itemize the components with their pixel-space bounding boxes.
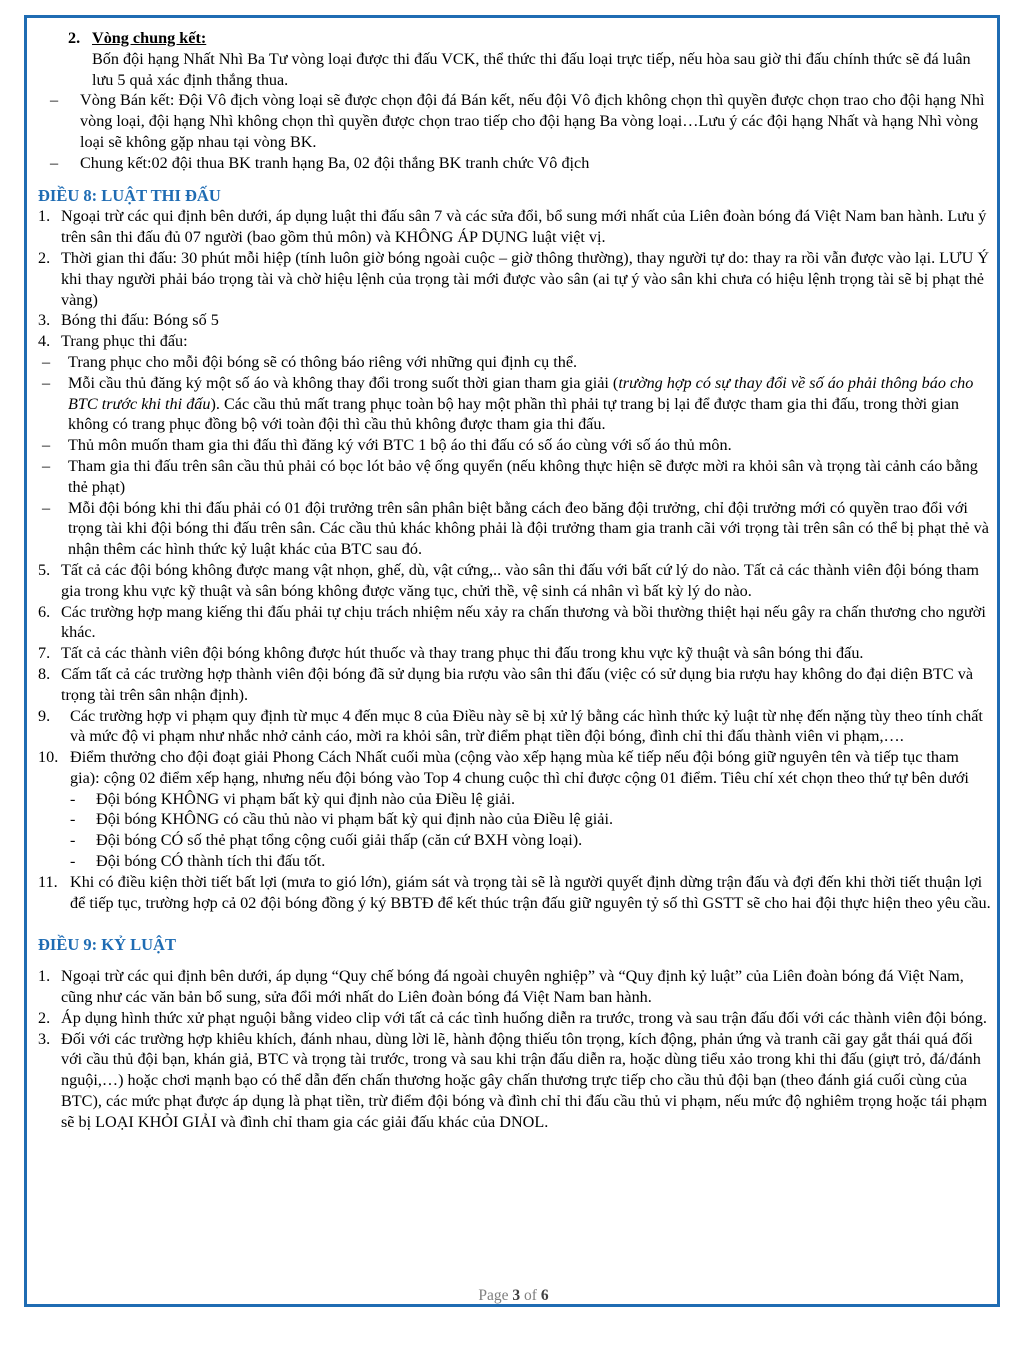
uniform-rule-c: Thủ môn muốn tham gia thi đấu thì đăng ký với BTC 1 bộ áo thi đấu có số áo cùng với số áo thủ môn.	[68, 436, 732, 455]
list-item: - Đội bóng KHÔNG vi phạm bất kỳ qui định nào của Điều lệ giải.	[70, 789, 992, 810]
criteria-2: Đội bóng KHÔNG có cầu thủ nào vi phạm bất kỳ qui định nào của Điều lệ giải.	[96, 810, 613, 829]
article-8-heading: ĐIỀU 8: LUẬT THI ĐẤU	[38, 185, 221, 205]
criteria-3: Đội bóng CÓ số thẻ phạt tổng cộng cuối giải thấp (căn cứ BXH vòng loại).	[96, 831, 583, 850]
current-page-number: 3	[512, 1287, 521, 1304]
list-item: 1. Ngoại trừ các qui định bên dưới, áp dụng “Quy chế bóng đá ngoài chuyên nghiệp” và “Quy định kỷ luật” của Liên đoàn bóng đá Việt Nam, cũng như các văn bản bổ sung, sửa đổi mới nhất do Liên đoàn bóng đá Việt Nam ban hành.	[38, 966, 992, 1008]
list-item: – Chung kết:02 đội thua BK tranh hạng Ba, 02 đội thắng BK tranh chức Vô địch	[50, 153, 992, 174]
article-8-item-3: Bóng thi đấu: Bóng số 5	[61, 311, 219, 330]
list-item: 9. Các trường hợp vi phạm quy định từ mục 4 đến mục 8 của Điều này sẽ bị xử lý bằng các hình thức kỷ luật từ nhẹ đến nặng tùy theo tính chất và mức độ vi phạm như nhắc nhở cảnh cáo, mời ra khỏi sân, trừ điểm phạt tiền đội bóng, đình chỉ thi đấu thành viên vi phạm,….	[38, 706, 992, 748]
list-item: 11. Khi có điều kiện thời tiết bất lợi (mưa to gió lớn), giám sát và trọng tài sẽ là người quyết định dừng trận đấu và đợi đến khi thời tiết thuận lợi để tiếp tục, trường hợp cả 02 đội bóng đồng ý ký BBTĐ để kết thúc trận đấu giữ nguyên tỷ số thì GSTT sẽ cho hai đội thực hiện theo yêu cầu.	[38, 872, 991, 912]
list-item: – Thủ môn muốn tham gia thi đấu thì đăng ký với BTC 1 bộ áo thi đấu có số áo cùng với số áo thủ môn.	[38, 435, 992, 456]
uniform-rule-a: Trang phục cho mỗi đội bóng sẽ có thông báo riêng với những qui định cụ thể.	[68, 352, 578, 371]
article-8-item-9: Các trường hợp vi phạm quy định từ mục 4 đến mục 8 của Điều này sẽ bị xử lý bằng các hình thức kỷ luật từ nhẹ đến nặng tùy theo tính chất và mức độ vi phạm như nhắc nhở cảnh cáo, mời ra khỏi sân, trừ điểm phạt tiền đội bóng, đình chỉ thi đấu thành viên vi phạm,….	[70, 706, 983, 746]
page-footer	[0, 1287, 1027, 1305]
list-item: – Tham gia thi đấu trên sân cầu thủ phải có bọc lót bảo vệ ống quyển (nếu không thực hiện sẽ được mời ra khỏi sân và trọng tài cảnh cáo bằng thẻ phạt)	[38, 456, 992, 498]
article-9-item-2: Áp dụng hình thức xử phạt nguội bằng video clip với tất cả các tình huống diễn ra trước, trong và sau trận đấu đối với các thành viên đội bóng.	[61, 1008, 987, 1027]
article-9-item-1: Ngoại trừ các qui định bên dưới, áp dụng “Quy chế bóng đá ngoài chuyên nghiệp” và “Quy định kỷ luật” của Liên đoàn bóng đá Việt Nam, cũng như các văn bản bổ sung, sửa đổi mới nhất do Liên đoàn bóng đá Việt Nam ban hành.	[61, 967, 964, 1007]
final-round-body: Bốn đội hạng Nhất Nhì Ba Tư vòng loại được thi đấu VCK, thể thức thi đấu loại trực tiếp, nếu hòa sau giờ thi đấu chính thức sẽ đá luân lưu 5 quả xác định thắng thua.	[92, 49, 971, 89]
final-round-title: Vòng chung kết:	[92, 29, 207, 47]
list-item: 2. Áp dụng hình thức xử phạt nguội bằng video clip với tất cả các tình huống diễn ra trước, trong và sau trận đấu đối với các thành viên đội bóng.	[38, 1008, 992, 1029]
article-8-item-11: Khi có điều kiện thời tiết bất lợi (mưa to gió lớn), giám sát và trọng tài sẽ là người quyết định dừng trận đấu và đợi đến khi thời tiết thuận lợi để tiếp tục, trường hợp cả 02 đội bóng đồng ý ký BBTĐ để kết thúc trận đấu giữ nguyên tỷ số thì GSTT sẽ cho hai đội thực hiện theo yêu cầu.	[70, 872, 991, 912]
article-8-item-4: Trang phục thi đấu:	[61, 332, 188, 351]
list-item: - Đội bóng CÓ thành tích thi đấu tốt.	[70, 851, 992, 872]
list-item: – Mỗi cầu thủ đăng ký một số áo và không thay đổi trong suốt thời gian tham gia giải (trường hợp có sự thay đổi về số áo phải thông báo cho BTC trước khi thi đấu). Các cầu thủ mất trang phục toàn bộ hay một phần thì phải tự trang bị lại để được tham gia thi đấu, trong thời gian không có trang phục đồng bộ với toàn đội thì cầu thủ không được tham gia thi đấu.	[38, 373, 992, 435]
criteria-1: Đội bóng KHÔNG vi phạm bất kỳ qui định nào của Điều lệ giải.	[96, 789, 516, 808]
semifinal-rule: Vòng Bán kết: Đội Vô địch vòng loại sẽ được chọn đội đá Bán kết, nếu đội Vô địch không chọn thì quyền được chọn trao cho đội hạng Nhì vòng loại, đội hạng Nhì không chọn thì quyền được chọn trao tiếp cho đội hạng Ba vòng loại…Lưu ý các đội hạng Nhất và hạng Nhì vòng loại sẽ không gặp nhau tại vòng BK.	[80, 91, 985, 151]
list-item: 6. Các trường hợp mang kiếng thi đấu phải tự chịu trách nhiệm nếu xảy ra chấn thương và bồi thường thiệt hại nếu gây ra chấn thương cho người khác.	[38, 602, 992, 644]
of-word: of	[524, 1287, 537, 1304]
article-9-heading: ĐIỀU 9: KỶ LUẬT	[38, 935, 176, 955]
list-item: 3. Đối với các trường hợp khiêu khích, đánh nhau, dùng lời lẽ, hành động thiếu tôn trọng, kích động, phản ứng và tranh cãi gay gắt thái quá đối với cầu thủ đội bạn, khán giả, BTC và trọng tài trước, trong và sau khi trận đấu diễn ra, hoặc dùng tiểu xảo trong khi thi đấu (giựt trỏ, đá/đánh nguội,…) hoặc chơi mạnh bạo có thể dẫn đến chấn thương hoặc gây chấn thương trực tiếp cho cầu thủ đội bạn (theo đánh giá cuối cùng của BTC), các mức phạt được áp dụng là phạt tiền, trừ điểm đội bóng và đình chỉ thi đấu cầu thủ vi phạm, nếu mức độ nghiêm trọng hoặc tái phạm sẽ bị LOẠI KHỎI GIẢI và đình chỉ tham gia các giải đấu khác của DNOL.	[38, 1029, 992, 1133]
list-item: 2. Thời gian thi đấu: 30 phút mỗi hiệp (tính luôn giờ bóng ngoài cuộc – giờ thông thường), thay người tự do: thay ra rồi vẫn được vào lại. LƯU Ý khi thay người phải báo trọng tài và chờ hiệu lệnh của trọng tài mới được vào sân (ai tự ý vào sân khi chưa có hiệu lệnh trọng tài sẽ bị phạt thẻ vàng)	[38, 248, 992, 310]
uniform-rule-b-text-2: ). Các cầu thủ mất trang phục toàn bộ hay một phần thì phải tự trang bị lại để được tham gia thi đấu, trong thời gian không có trang phục đồng bộ với toàn đội thì cầu thủ không được tham gia thi đấu.	[68, 394, 960, 434]
article-8-item-1: Ngoại trừ các qui định bên dưới, áp dụng luật thi đấu sân 7 và các sửa đổi, bổ sung mới nhất của Liên đoàn bóng đá Việt Nam ban hành. Lưu ý trên sân thi đấu đủ 07 người (bao gồm thủ môn) và KHÔNG ÁP DỤNG luật việt vị.	[61, 207, 987, 247]
total-pages-number: 6	[540, 1287, 549, 1304]
article-8-item-7: Tất cả các thành viên đội bóng không được hút thuốc và thay trang phục thi đấu trong khu vực kỹ thuật và sân bóng thi đấu.	[61, 644, 864, 663]
uniform-rule-b	[68, 373, 992, 435]
list-item: 1. Ngoại trừ các qui định bên dưới, áp dụng luật thi đấu sân 7 và các sửa đổi, bổ sung mới nhất của Liên đoàn bóng đá Việt Nam ban hành. Lưu ý trên sân thi đấu đủ 07 người (bao gồm thủ môn) và KHÔNG ÁP DỤNG luật việt vị.	[38, 206, 992, 248]
list-item: 3. Bóng thi đấu: Bóng số 5	[38, 310, 992, 331]
list-item: 4. Trang phục thi đấu:	[38, 331, 992, 352]
article-8-item-5: Tất cả các đội bóng không được mang vật nhọn, ghế, dù, vật cứng,.. vào sân thi đấu với bất cứ lý do nào. Tất cả các thành viên đội bóng tham gia trong khu vực kỹ thuật và sân bóng không được văng tục, chửi thề, vệ sinh cá nhân vì bất kỳ lý do nào.	[61, 560, 979, 600]
fair-play-criteria	[64, 789, 992, 872]
article-8-item-6: Các trường hợp mang kiếng thi đấu phải tự chịu trách nhiệm nếu xảy ra chấn thương và bồi thường thiệt hại nếu gây ra chấn thương cho người khác.	[61, 602, 986, 642]
uniform-rule-b-text: Mỗi cầu thủ đăng ký một số áo và không thay đổi trong suốt thời gian tham gia giải (	[68, 373, 619, 392]
final-round-number: 2.	[68, 29, 81, 47]
article-8-item-10: Điểm thưởng cho đội đoạt giải Phong Cách Nhất cuối mùa (cộng vào xếp hạng mùa kế tiếp nếu đội bóng giữ nguyên tên và tiếp tục tham gia): cộng 02 điểm xếp hạng, nhưng nếu đội bóng vào Top 4 chung cuộc thì chỉ được cộng 01 điểm. Tiêu chí xét chọn theo thứ tự bên dưới	[70, 748, 969, 787]
list-item: – Vòng Bán kết: Đội Vô địch vòng loại sẽ được chọn đội đá Bán kết, nếu đội Vô địch không chọn thì quyền được chọn trao cho đội hạng Nhì vòng loại, đội hạng Nhì không chọn thì quyền được chọn trao tiếp cho đội hạng Ba vòng loại…Lưu ý các đội hạng Nhất và hạng Nhì vòng loại sẽ không gặp nhau tại vòng BK.	[50, 90, 992, 152]
list-item: - Đội bóng CÓ số thẻ phạt tổng cộng cuối giải thấp (căn cứ BXH vòng loại).	[70, 830, 992, 851]
document-body	[38, 28, 992, 1133]
final-rule: Chung kết:02 đội thua BK tranh hạng Ba, 02 đội thắng BK tranh chức Vô địch	[80, 153, 590, 172]
list-item: 7. Tất cả các thành viên đội bóng không được hút thuốc và thay trang phục thi đấu trong khu vực kỹ thuật và sân bóng thi đấu.	[38, 643, 992, 664]
list-item: 5. Tất cả các đội bóng không được mang vật nhọn, ghế, dù, vật cứng,.. vào sân thi đấu với bất cứ lý do nào. Tất cả các thành viên đội bóng tham gia trong khu vực kỹ thuật và sân bóng không được văng tục, chửi thề, vệ sinh cá nhân vì bất kỳ lý do nào.	[38, 560, 992, 602]
criteria-4: Đội bóng CÓ thành tích thi đấu tốt.	[96, 852, 326, 871]
list-item: 10. Điểm thưởng cho đội đoạt giải Phong Cách Nhất cuối mùa (cộng vào xếp hạng mùa kế tiếp nếu đội bóng giữ nguyên tên và tiếp tục tham gia): cộng 02 điểm xếp hạng, nhưng nếu đội bóng vào Top 4 chung cuộc thì chỉ được cộng 01 điểm. Tiêu chí xét chọn theo thứ tự bên dưới	[38, 747, 992, 789]
list-item: - Đội bóng KHÔNG có cầu thủ nào vi phạm bất kỳ qui định nào của Điều lệ giải.	[70, 809, 992, 830]
article-9-item-3: Đối với các trường hợp khiêu khích, đánh nhau, dùng lời lẽ, hành động thiếu tôn trọng, kích động, phản ứng và tranh cãi gay gắt thái quá đối với cầu thủ đội bạn, khán giả, BTC và trọng tài trước, trong và sau khi trận đấu diễn ra, hoặc dùng tiểu xảo trong khi thi đấu (giựt trỏ, đá/đánh nguội,…) hoặc chơi mạnh bạo có thể dẫn đến chấn thương hoặc gây chấn thương trực tiếp cho cầu thủ đội bạn (theo đánh giá cuối cùng của BTC), các mức phạt được áp dụng là phạt tiền, trừ điểm đội bóng và đình chỉ thi đấu cầu thủ vi phạm, nếu mức độ nghiêm trọng hoặc tái phạm sẽ bị LOẠI KHỎI GIẢI và đình chỉ tham gia các giải đấu khác của DNOL.	[61, 1029, 988, 1131]
uniform-rule-b-note: trường hợp có sự thay đổi về số áo phải thông báo cho BTC trước khi thi đấu	[68, 373, 974, 413]
page-word: Page	[478, 1287, 509, 1304]
final-round-section	[68, 28, 992, 90]
uniform-rule-d: Tham gia thi đấu trên sân cầu thủ phải có bọc lót bảo vệ ống quyển (nếu không thực hiện sẽ được mời ra khỏi sân và trọng tài cảnh cáo bằng thẻ phạt)	[68, 456, 978, 496]
uniform-rule-e: Mỗi đội bóng khi thi đấu phải có 01 đội trưởng trên sân phân biệt bằng cách đeo băng đội trưởng, chỉ đội trưởng mới có quyền trao đổi với trọng tài khi đội bóng thi đấu trên sân. Các cầu thủ khác không phải là đội trưởng tham gia tranh cãi với trọng tài trên sân có thể bị phạt thẻ và nhận thêm các hình thức kỷ luật khác của BTC sau đó.	[68, 498, 989, 559]
list-item: – Trang phục cho mỗi đội bóng sẽ có thông báo riêng với những qui định cụ thể.	[38, 352, 992, 373]
list-item: – Mỗi đội bóng khi thi đấu phải có 01 đội trưởng trên sân phân biệt bằng cách đeo băng đội trưởng, chỉ đội trưởng mới có quyền trao đổi với trọng tài khi đội bóng thi đấu trên sân. Các cầu thủ khác không phải là đội trưởng tham gia tranh cãi với trọng tài trên sân có thể bị phạt thẻ và nhận thêm các hình thức kỷ luật khác của BTC sau đó.	[38, 498, 992, 560]
list-item: 8. Cấm tất cả các trường hợp thành viên đội bóng đã sử dụng bia rượu vào sân thi đấu (việc có sử dụng bia rượu hay không do đại diện BTC và trọng tài trên sân nhận định).	[38, 664, 992, 706]
article-8-item-8: Cấm tất cả các trường hợp thành viên đội bóng đã sử dụng bia rượu vào sân thi đấu (việc có sử dụng bia rượu hay không do đại diện BTC và trọng tài trên sân nhận định).	[61, 664, 974, 704]
article-8-item-2: Thời gian thi đấu: 30 phút mỗi hiệp (tính luôn giờ bóng ngoài cuộc – giờ thông thường), thay người tự do: thay ra rồi vẫn được vào lại. LƯU Ý khi thay người phải báo trọng tài và chờ hiệu lệnh của trọng tài mới được vào sân (ai tự ý vào sân khi chưa có hiệu lệnh trọng tài sẽ bị phạt thẻ vàng)	[61, 248, 990, 309]
